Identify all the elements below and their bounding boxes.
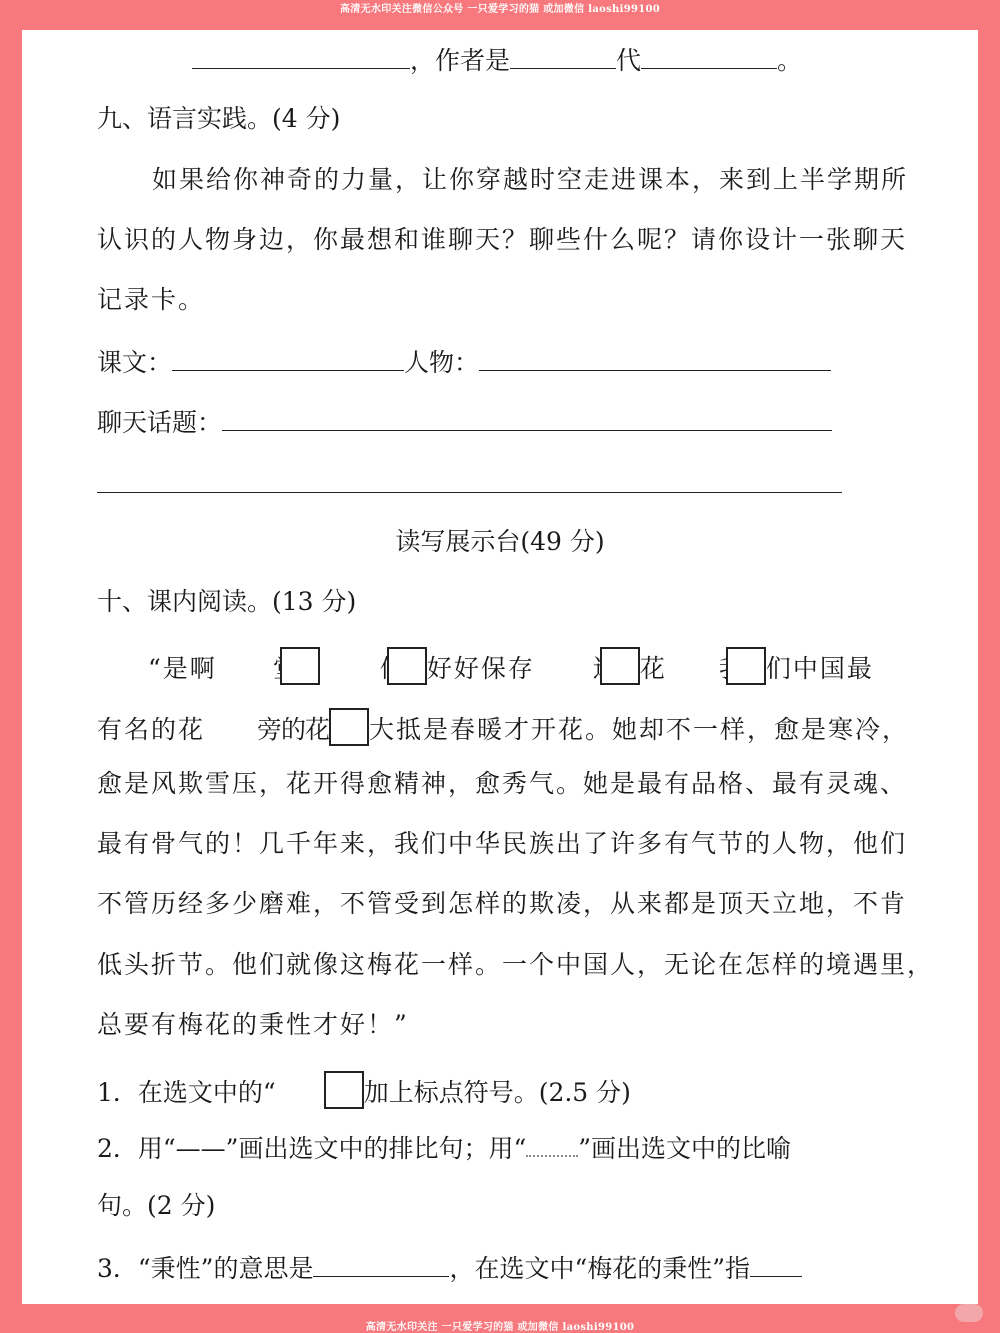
passage-text: 堂 — [272, 654, 280, 683]
renwu-blank[interactable] — [479, 346, 831, 371]
author-fill-line — [192, 44, 802, 76]
title-blank[interactable] — [192, 44, 410, 69]
subquestion-2-cont: 句。(2 分) — [97, 1191, 216, 1220]
passage-line-2 — [97, 708, 909, 746]
kewen-label: 课文： — [97, 348, 173, 377]
subquestion-text: ”画出选文中的比喻 — [578, 1134, 792, 1163]
q10-title: 十、课内阅读。(13 分) — [97, 587, 357, 616]
punctuation-box[interactable] — [387, 647, 427, 685]
passage-text: 花 — [639, 654, 667, 683]
passage-text: 有名的花 — [97, 715, 206, 744]
topic-blank-line-2[interactable] — [97, 492, 842, 493]
passage-text: 这 — [592, 654, 600, 683]
section-title: 读写展示台(49 分) — [395, 527, 605, 556]
worksheet-page — [22, 30, 978, 1304]
passage-text: 我 — [718, 654, 726, 683]
passage-line-1 — [148, 647, 874, 685]
author-name-blank[interactable] — [641, 44, 777, 69]
q9-paragraph-2: 认识的人物身边，你最想和谁聊天？聊些什么呢？请你设计一张聊天 — [97, 225, 908, 254]
subquestion-text: 3．“秉性”的意思是 — [97, 1254, 314, 1283]
q9-title: 九、语言实践。(4 分) — [97, 104, 341, 133]
passage-text: “是啊 — [148, 654, 217, 683]
kewen-blank[interactable] — [172, 346, 404, 371]
passage-text: 旁的花 — [257, 715, 330, 744]
subquestion-text: 2．用“——”画出选文中的排比句；用“ — [97, 1134, 527, 1163]
dynasty-blank[interactable] — [510, 44, 616, 69]
subquestion-3 — [97, 1252, 802, 1284]
refers-blank[interactable] — [750, 1252, 802, 1277]
passage-line-3: 愈是风欺雪压，花开得愈精神，愈秀气。她是最有品格、最有灵魂、 — [97, 769, 908, 798]
dynasty-label: 代 — [616, 46, 642, 75]
topic-blank[interactable] — [222, 406, 832, 431]
punctuation-box[interactable] — [280, 647, 320, 685]
wavy-line-mark — [526, 1131, 578, 1157]
q9-text-person-row — [97, 346, 831, 378]
subquestion-text: 1．在选文中的“ — [97, 1078, 276, 1107]
punctuation-box[interactable] — [600, 647, 640, 685]
passage-text: 大抵是春暖才开花。她却不一样，愈是寒冷， — [369, 715, 910, 744]
top-watermark: 高清无水印关注微信公众号 一只爱学习的猫 或加微信 laoshi99100 — [340, 4, 660, 15]
bottom-watermark: 高清无水印关注 一只爱学习的猫 或加微信 laoshi99100 — [365, 1322, 635, 1333]
punctuation-box[interactable] — [726, 647, 766, 685]
q9-topic-row — [97, 406, 832, 438]
subquestion-text: ，在选文中“梅花的秉性”指 — [449, 1254, 751, 1283]
topic-label: 聊天话题： — [97, 408, 223, 437]
period: 。 — [777, 46, 803, 75]
passage-line-4: 最有骨气的！几千年来，我们中华民族出了许多有气节的人物，他们 — [97, 829, 908, 858]
punctuation-box[interactable] — [324, 1071, 364, 1109]
subquestion-1 — [97, 1071, 631, 1109]
q9-paragraph-1: 如果给你神奇的力量，让你穿越时空走进课本，来到上半学期所 — [152, 165, 909, 194]
passage-line-5: 不管历经多少磨难，不管受到怎样的欺凌，从来都是顶天立地，不肯 — [97, 889, 908, 918]
passage-text: 们中国最 — [765, 654, 874, 683]
passage-line-7: 总要有梅花的秉性才好！” — [97, 1010, 409, 1039]
meaning-blank[interactable] — [313, 1252, 449, 1277]
author-label: ，作者是 — [410, 46, 511, 75]
passage-line-6: 低头折节。他们就像这梅花一样。一个中国人，无论在怎样的境遇里， — [97, 950, 935, 979]
subquestion-2 — [97, 1131, 791, 1164]
renwu-label: 人物： — [404, 348, 480, 377]
q9-paragraph-3: 记录卡。 — [97, 285, 206, 314]
passage-text: 借 — [379, 654, 387, 683]
passage-text: 好好保存 — [426, 654, 535, 683]
punctuation-box[interactable] — [329, 708, 369, 746]
subquestion-text: 加上标点符号。(2.5 分) — [363, 1078, 631, 1107]
